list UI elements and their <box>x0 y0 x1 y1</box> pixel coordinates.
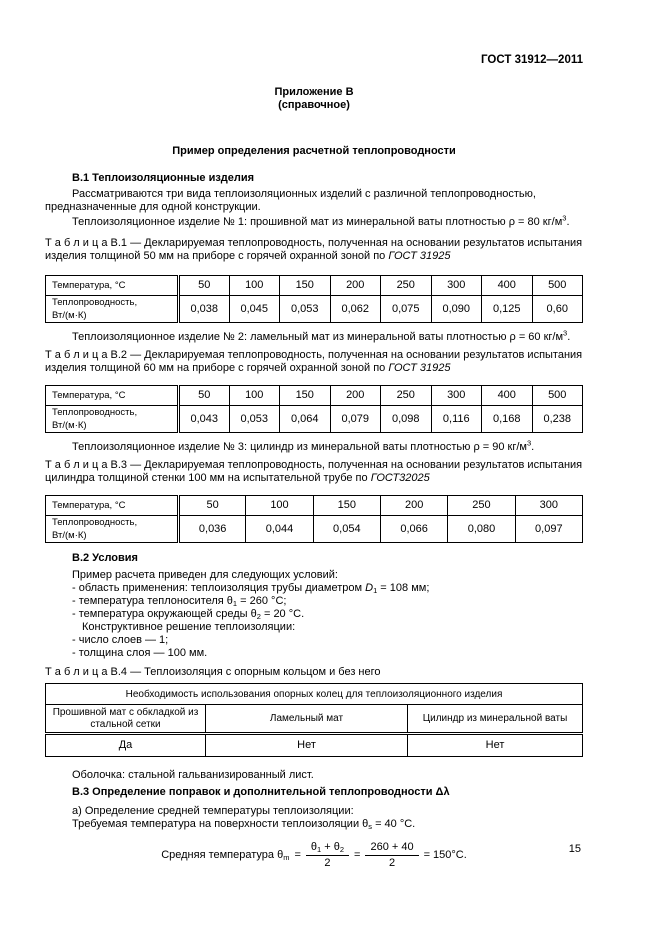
section-b2-heading: В.2 Условия <box>72 552 138 564</box>
paragraph-product-2 <box>45 328 583 344</box>
table-cell: 0,080 <box>448 516 515 543</box>
table-cell: 0,054 <box>313 516 380 543</box>
table-column-header: Цилиндр из минеральной ваты <box>408 705 583 734</box>
table-row-label: Температура, °С <box>46 386 179 406</box>
table-cell: 200 <box>330 386 381 406</box>
table-cell: 0,062 <box>330 296 381 323</box>
condition-item: - число слоев — 1; <box>72 634 169 646</box>
text-run: Т а б л и ц а В.1 — Декларируемая теплопроводность, полученная на основании результатов испытания изделия толщиной 50 мм на приборе с горячей охранной зоной по <box>45 237 583 262</box>
table-column-header: Прошивной мат с обкладкой из стальной сетки <box>46 705 206 734</box>
text-run: Т а б л и ц а В.3 — Декларируемая теплопроводность, полученная на основании результатов испытания цилиндра толщиной стенки 100 мм на испытательной трубе по <box>45 459 583 484</box>
table-cell: 400 <box>482 386 533 406</box>
fraction-denominator: 2 <box>365 855 418 870</box>
fraction-numerator <box>306 841 349 855</box>
gost-reference: ГОСТ 31925 <box>388 250 451 262</box>
appendix-heading <box>45 86 583 112</box>
paragraph-a: а) Определение средней температуры теплоизоляции: <box>72 805 354 817</box>
table-row-label: Температура, °С <box>46 496 179 516</box>
fraction <box>306 841 349 870</box>
table-cell: Нет <box>206 734 408 757</box>
gost-reference: ГОСТ 31925 <box>388 362 451 374</box>
paragraph-shell: Оболочка: стальной гальванизированный лист. <box>72 769 314 781</box>
table-row-label: Теплопроводность, Вт/(м·К) <box>46 516 179 543</box>
condition-item: Конструктивное решение теплоизоляции: <box>82 621 296 633</box>
text-run: Т а б л и ц а В.2 — Декларируемая теплопроводность, полученная на основании результатов испытания изделия толщиной 60 мм на приборе с горячей охранной зоной по <box>45 349 583 374</box>
table-cell: 0,075 <box>381 296 432 323</box>
table-cell: 300 <box>431 386 482 406</box>
table-row <box>46 734 583 757</box>
paragraph-product-3 <box>45 438 583 454</box>
table-column-header: Ламельный мат <box>206 705 408 734</box>
superscript: 3 <box>527 438 532 448</box>
appendix-subtitle: (справочное) <box>278 99 350 111</box>
text-run: . <box>531 441 535 453</box>
table-b1 <box>45 275 583 323</box>
fraction-numerator: 260 + 40 <box>370 840 414 853</box>
table-cell: 100 <box>246 496 313 516</box>
table-cell: 0,098 <box>381 406 432 433</box>
text-run: - температура теплоносителя θ <box>72 595 233 607</box>
table-cell: 0,116 <box>431 406 482 433</box>
table-row <box>46 386 583 406</box>
table-cell: 500 <box>532 276 583 296</box>
variable-d: D <box>365 582 374 594</box>
formula-lead <box>161 849 289 862</box>
condition-item: - толщина слоя — 100 мм. <box>72 647 208 659</box>
formula-result: = 150°С. <box>423 848 467 861</box>
condition-item <box>72 608 583 621</box>
paragraph-product-1 <box>45 213 583 229</box>
table-cell: 250 <box>381 276 432 296</box>
table-cell: 0,60 <box>532 296 583 323</box>
section-b1-heading: В.1 Теплоизоляционные изделия <box>72 172 255 184</box>
text-run: θ <box>310 840 318 853</box>
table-b3-caption <box>45 459 583 485</box>
average-temperature-formula <box>45 839 583 871</box>
table-cell: 0,053 <box>229 406 280 433</box>
table-cell: 0,168 <box>482 406 533 433</box>
text-run: Средняя температура θ <box>161 848 284 861</box>
table-cell: 500 <box>532 386 583 406</box>
table-cell: 0,238 <box>532 406 583 433</box>
equals-sign: = <box>354 848 361 861</box>
table-cell: 250 <box>448 496 515 516</box>
table-cell: 200 <box>380 496 447 516</box>
table-cell: 400 <box>482 276 533 296</box>
table-cell: 0,064 <box>280 406 331 433</box>
doc-header: ГОСТ 31912—2011 <box>481 54 583 66</box>
table-cell: 300 <box>515 496 582 516</box>
fraction-denominator: 2 <box>306 855 349 870</box>
table-cell: 0,036 <box>179 516 246 543</box>
table-cell: Нет <box>408 734 583 757</box>
text-run: . <box>566 216 570 228</box>
table-cell: 0,066 <box>380 516 447 543</box>
text-run: = 108 мм; <box>377 582 430 594</box>
condition-item <box>72 595 583 608</box>
text-run: Требуемая температура на поверхности теплоизоляции θ <box>72 818 369 830</box>
subscript: s <box>368 822 373 831</box>
table-cell: 0,053 <box>280 296 331 323</box>
superscript: 3 <box>562 213 567 223</box>
text-run: - температура окружающей среды θ <box>72 608 257 620</box>
table-row-label: Теплопроводность, Вт/(м·К) <box>46 406 179 433</box>
table-cell: 50 <box>179 276 230 296</box>
table-cell: 0,090 <box>431 296 482 323</box>
table-b1-caption <box>45 237 583 263</box>
table-header-cell: Необходимость использования опорных колец для теплоизоляционного изделия <box>46 684 583 705</box>
subscript: 1 <box>232 599 238 608</box>
section-b3-heading: В.3 Определение поправок и дополнительной теплопроводности Δλ <box>72 786 450 798</box>
table-cell: 300 <box>431 276 482 296</box>
subscript: m <box>283 852 290 862</box>
conditions-intro: Пример расчета приведен для следующих условий: <box>72 569 338 581</box>
table-row-label: Температура, °С <box>46 276 179 296</box>
table-row <box>46 406 583 433</box>
text-run: = 20 °С. <box>260 608 305 620</box>
table-cell: 100 <box>229 386 280 406</box>
table-cell: 150 <box>280 276 331 296</box>
superscript: 3 <box>563 328 568 338</box>
text-run: = 260 °С; <box>237 595 287 607</box>
table-cell: 0,044 <box>246 516 313 543</box>
subscript: 1 <box>317 844 322 854</box>
fraction <box>365 841 418 870</box>
table-row <box>46 296 583 323</box>
table-cell: 150 <box>280 386 331 406</box>
subscript: 1 <box>373 586 378 595</box>
table-cell: 0,038 <box>179 296 230 323</box>
page-number: 15 <box>568 843 581 855</box>
text-run: - область применения: теплоизоляция трубы диаметром <box>72 582 366 594</box>
table-row <box>46 496 583 516</box>
table-cell: 0,045 <box>229 296 280 323</box>
table-cell: 50 <box>179 386 230 406</box>
table-cell: 50 <box>179 496 246 516</box>
equals-sign: = <box>294 848 301 861</box>
table-cell: 150 <box>313 496 380 516</box>
table-b2-caption <box>45 349 583 375</box>
text-run: . <box>567 331 571 343</box>
table-cell: 0,097 <box>515 516 582 543</box>
table-cell: 0,043 <box>179 406 230 433</box>
table-cell: 250 <box>381 386 432 406</box>
table-cell: Да <box>46 734 206 757</box>
appendix-title: Приложение В <box>274 86 354 98</box>
table-b3 <box>45 495 583 543</box>
paragraph-intro: Рассматриваются три вида теплоизоляционных изделий с различной теплопроводностью, предназначенные для одной конструкции. <box>45 188 536 213</box>
subscript: 2 <box>256 612 261 621</box>
table-row <box>46 516 583 543</box>
table-b4 <box>45 683 583 757</box>
table-row <box>46 705 583 734</box>
table-row <box>46 684 583 705</box>
condition-item <box>72 582 583 595</box>
gost-reference: ГОСТ32025 <box>370 472 430 484</box>
subscript: 2 <box>339 844 345 854</box>
text-run: Теплоизоляционное изделие № 2: ламельный мат из минеральной ваты плотностью ρ = 60 кг/м <box>72 331 564 343</box>
table-cell: 200 <box>330 276 381 296</box>
table-b2 <box>45 385 583 433</box>
table-row-label: Теплопроводность, Вт/(м·К) <box>46 296 179 323</box>
table-row <box>46 276 583 296</box>
table-cell: 0,079 <box>330 406 381 433</box>
paragraph-required-temp <box>45 818 583 831</box>
text-run: = 40 °С. <box>372 818 416 830</box>
table-cell: 100 <box>229 276 280 296</box>
page-title: Пример определения расчетной теплопроводности <box>172 145 456 157</box>
text-run: Теплоизоляционное изделие № 3: цилиндр из минеральной ваты плотностью ρ = 90 кг/м <box>72 441 527 453</box>
text-run: + θ <box>321 840 340 853</box>
table-cell: 0,125 <box>482 296 533 323</box>
table-b4-caption <box>45 666 583 679</box>
text-run: Теплоизоляционное изделие № 1: прошивной мат из минеральной ваты плотностью ρ = 80 кг/м <box>72 216 563 228</box>
text-run: Т а б л и ц а В.4 — Теплоизоляция с опорным кольцом и без него <box>45 666 381 678</box>
